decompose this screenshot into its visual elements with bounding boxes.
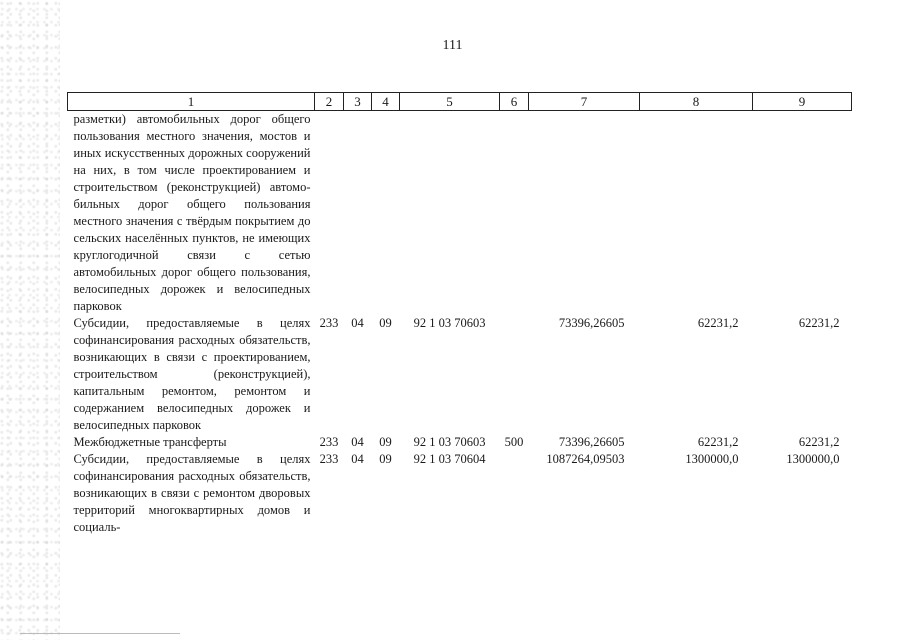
- cell-col-9: 62231,2: [798, 435, 840, 449]
- cell-col-7: [529, 111, 640, 316]
- row-name: Субсидии, предоставляемые в целях софинансирования расходных обязательств, возникающих в связи с проектированием, строительством (реконструкцией), капитальным ремонтом, ремонтом и содержанием велосипедных дорожек и велосипедных парковок: [73, 316, 311, 432]
- scan-bottom-line: [20, 633, 180, 634]
- cell-col-2: 233: [319, 452, 339, 466]
- cell-col-8: 62231,2: [697, 435, 739, 449]
- scan-edge-noise: [0, 0, 60, 640]
- budget-table-container: [67, 92, 851, 536]
- header-row: [68, 93, 852, 111]
- budget-table: [67, 92, 852, 536]
- cell-col-3: 04: [351, 452, 364, 466]
- cell-col-6: 500: [504, 435, 524, 449]
- cell-col-5: 92 1 03 70603: [413, 435, 486, 449]
- row-name: разметки) автомобильных дорог общего пользования местного значения, мостов и иных искусственных дорожных сооружений на них, в том числе проектированием и строительством (реконструкцией) автомобильных дорог общего пользования местного значения с твёрдым покрытием до сельских населённых пунктов, не имеющих круглогодичной связи с сетью автомобильных дорог общего пользования, велосипедных дорожек и велосипедных парковок: [73, 112, 311, 313]
- cell-col-2: 233: [319, 316, 339, 330]
- cell-col-7: 73396,26605: [558, 316, 625, 330]
- cell-col-5: 92 1 03 70603: [413, 316, 486, 330]
- table-body: [68, 111, 852, 537]
- cell-col-8: 1300000,0: [685, 452, 739, 466]
- cell-col-3: 04: [351, 435, 364, 449]
- cell-col-4: 09: [379, 435, 392, 449]
- header-col-8: 8: [640, 93, 753, 111]
- row-name: Субсидии, предоставляемые в целях софинансирования расходных обязательств, возникающих в связи с ремонтом дворовых территорий многоквартирных домов и социаль-: [73, 452, 311, 534]
- cell-col-2: 233: [319, 435, 339, 449]
- page-number: 111: [442, 38, 463, 53]
- cell-col-7: 1087264,09503: [546, 452, 625, 466]
- cell-col-3: 04: [351, 316, 364, 330]
- header-col-6: 6: [500, 93, 529, 111]
- cell-col-9: [753, 111, 852, 316]
- cell-col-5: [400, 111, 500, 316]
- cell-col-6: [500, 451, 529, 536]
- header-col-5: 5: [400, 93, 500, 111]
- cell-col-2: [315, 111, 344, 316]
- cell-col-7: 73396,26605: [558, 435, 625, 449]
- cell-col-6: [500, 315, 529, 434]
- header-col-2: 2: [315, 93, 344, 111]
- cell-col-6: [500, 111, 529, 316]
- header-col-4: 4: [372, 93, 400, 111]
- header-col-3: 3: [344, 93, 372, 111]
- cell-col-8: 62231,2: [697, 316, 739, 330]
- cell-col-8: [640, 111, 753, 316]
- cell-col-3: [344, 111, 372, 316]
- header-col-9: 9: [753, 93, 852, 111]
- header-col-7: 7: [529, 93, 640, 111]
- cell-col-9: 62231,2: [798, 316, 840, 330]
- table-row: [68, 111, 852, 316]
- cell-col-9: 1300000,0: [786, 452, 840, 466]
- table-row: [68, 451, 852, 536]
- cell-col-4: 09: [379, 452, 392, 466]
- table-row: [68, 315, 852, 434]
- table-row: [68, 434, 852, 451]
- row-name: Межбюджетные трансферты: [73, 435, 227, 449]
- cell-col-5: 92 1 03 70604: [413, 452, 486, 466]
- table-header: [68, 93, 852, 111]
- cell-col-4: [372, 111, 400, 316]
- cell-col-4: 09: [379, 316, 392, 330]
- header-col-1: 1: [68, 93, 315, 111]
